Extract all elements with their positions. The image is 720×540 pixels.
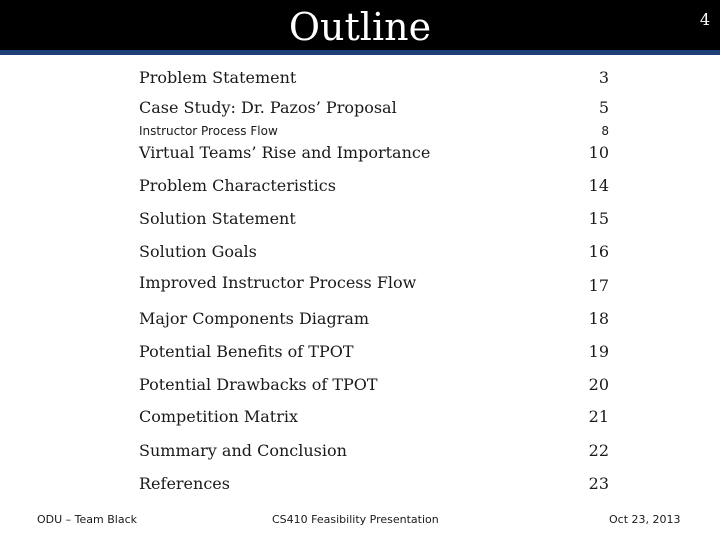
outline-item-page: 19 bbox=[588, 342, 609, 361]
outline-item-label: Case Study: Dr. Pazos’ Proposal bbox=[139, 98, 397, 117]
outline-item bbox=[139, 342, 609, 366]
outline-item bbox=[139, 375, 609, 399]
slide-number: 4 bbox=[699, 10, 710, 29]
outline-item-label: Improved Instructor Process Flow bbox=[139, 273, 417, 292]
outline-item-page: 8 bbox=[601, 124, 609, 138]
slide-title: Outline bbox=[288, 5, 432, 49]
outline-item-label: Virtual Teams’ Rise and Importance bbox=[139, 143, 431, 162]
outline-item-label: Competition Matrix bbox=[139, 407, 299, 426]
outline-item bbox=[139, 98, 609, 122]
outline-item-label: Potential Benefits of TPOT bbox=[139, 342, 354, 361]
outline-item-page: 17 bbox=[588, 276, 609, 295]
outline-item-page: 20 bbox=[588, 375, 609, 394]
outline-item bbox=[139, 209, 609, 233]
outline-item bbox=[139, 176, 609, 200]
outline-item-page: 3 bbox=[598, 68, 609, 87]
outline-item bbox=[139, 309, 609, 333]
outline-item bbox=[139, 441, 609, 465]
outline-item-page: 14 bbox=[588, 176, 609, 195]
outline-item-page: 5 bbox=[598, 98, 609, 117]
outline-item-label: Problem Statement bbox=[139, 68, 297, 87]
outline-item-label: References bbox=[139, 474, 230, 493]
outline-item-page: 21 bbox=[588, 407, 609, 426]
outline-item bbox=[139, 273, 609, 297]
outline-item-label: Potential Drawbacks of TPOT bbox=[139, 375, 378, 394]
outline-item-page: 23 bbox=[588, 474, 609, 493]
outline-item-page: 22 bbox=[588, 441, 609, 460]
outline-item-page: 18 bbox=[588, 309, 609, 328]
outline-item-page: 10 bbox=[588, 143, 609, 162]
outline-item bbox=[139, 68, 609, 92]
outline-item-label: Solution Goals bbox=[139, 242, 257, 261]
outline-item-label: Problem Characteristics bbox=[139, 176, 336, 195]
outline-item-page: 15 bbox=[588, 209, 609, 228]
footer-presentation-name: CS410 Feasibility Presentation bbox=[272, 513, 439, 526]
outline-item bbox=[139, 143, 609, 167]
outline-item-label: Instructor Process Flow bbox=[139, 124, 278, 138]
outline-item-label: Summary and Conclusion bbox=[139, 441, 347, 460]
outline-item-label: Solution Statement bbox=[139, 209, 296, 228]
outline-item bbox=[139, 474, 609, 498]
outline-item bbox=[139, 242, 609, 266]
outline-item-page: 16 bbox=[588, 242, 609, 261]
footer-team: ODU – Team Black bbox=[37, 513, 138, 526]
outline-item bbox=[139, 407, 609, 431]
outline-item-label: Major Components Diagram bbox=[139, 309, 370, 328]
footer-date: Oct 23, 2013 bbox=[609, 513, 681, 526]
